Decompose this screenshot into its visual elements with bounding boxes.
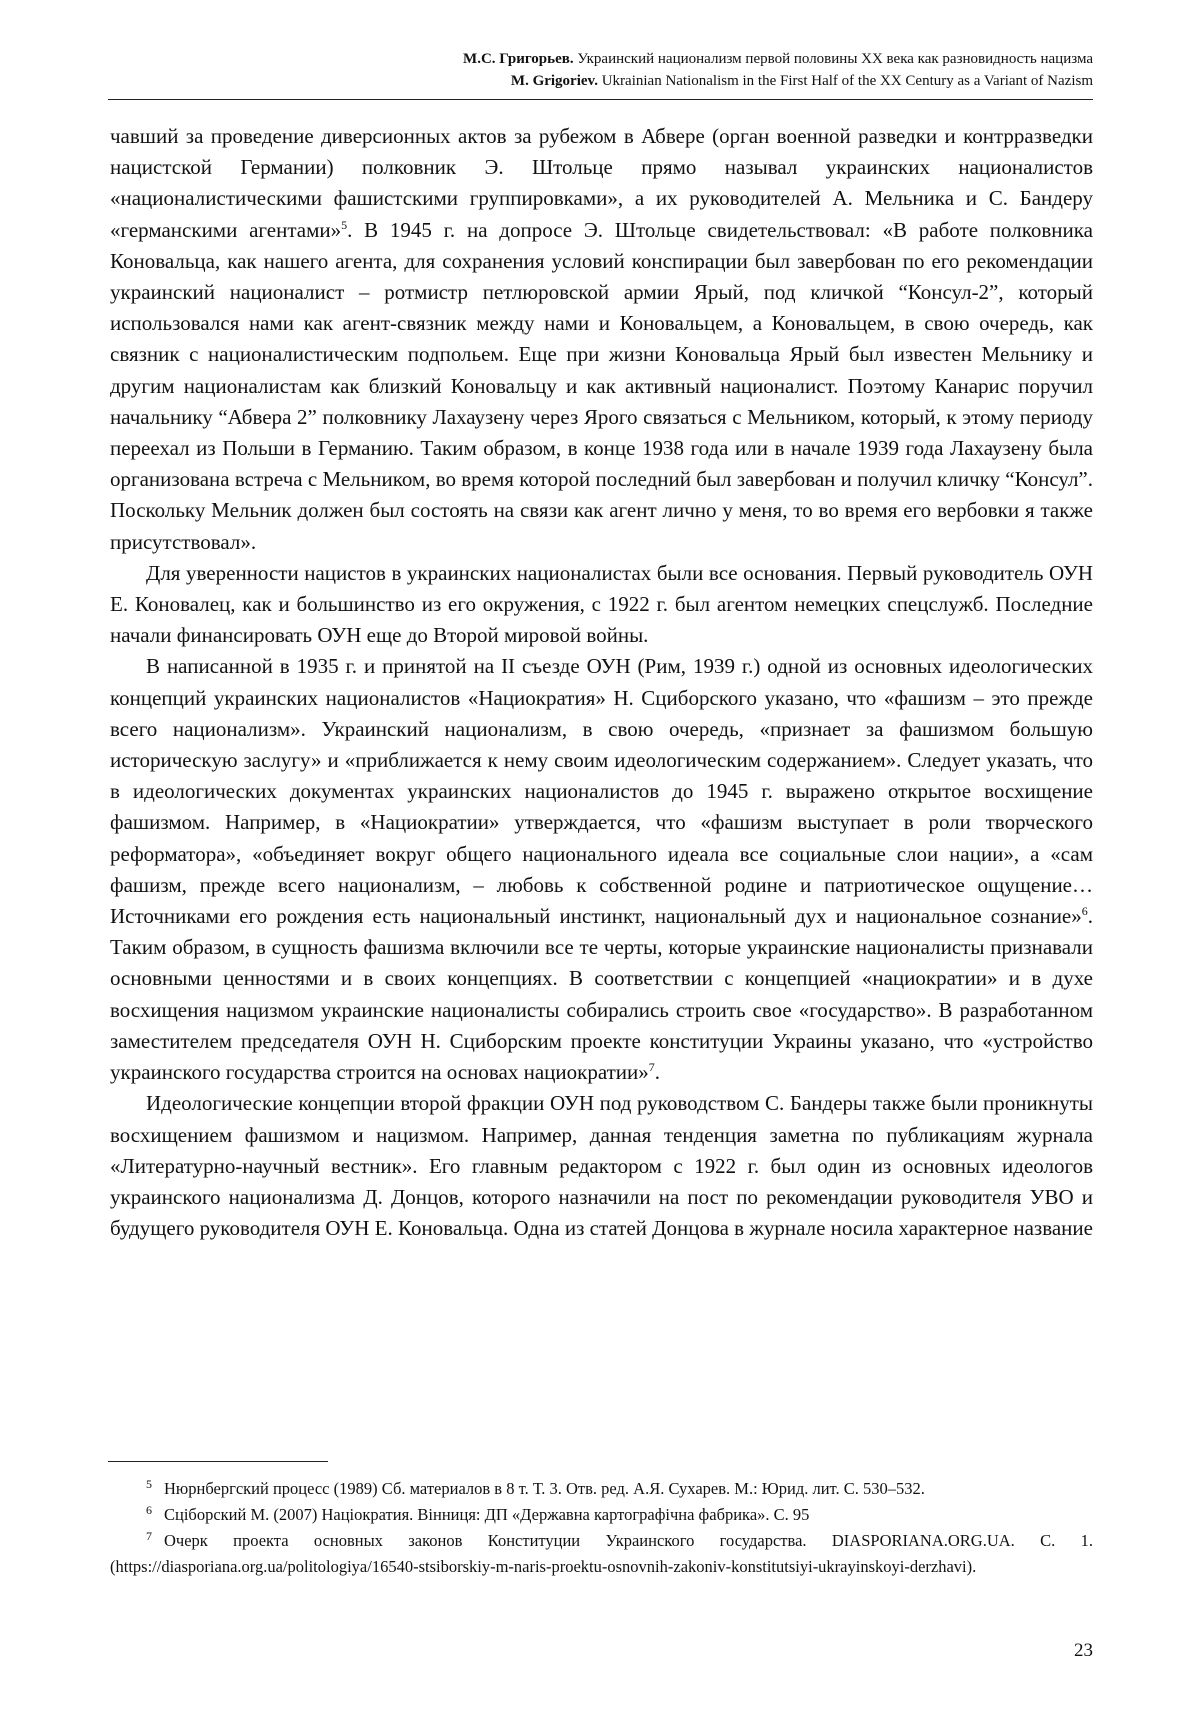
footnote-number: 6 xyxy=(146,1502,152,1517)
paragraph-1: чавший за проведение диверсионных актов за рубежом в Абвере (орган военной разведки и контрразведки нацистской Германии) полковник Э. Штольце прямо называл украинских националистов «националистическими фашистскими группировками», а их руководителей А. Мельника и С. Бандеру «германскими агентами»$^5$. В 1945 г. на допросе Э. Штольце свидетельствовал: «В работе полковника Коновальца, как нашего агента, для сохранения условий конспирации был завербован по его рекомендации украинский националист – ротмистр петлюровской армии Ярый, под кличкой “Консул-2”, который использовался нами как агент-связник между нами и Коновальцем, а Коновальцем, в свою очередь, как связник с националистическим подпольем. Еще при жизни Коновальца Ярый был известен Мельнику и другим националистам как близкий Коновальцу и как активный националист. Поэтому Канарис поручил начальнику “Абвера 2” полковнику Лахаузену через Ярого связаться с Мельником, который, к этому периоду переехал из Польши в Германию. Таким образом, в конце 1938 года или в начале 1939 года Лахаузену была организована встреча с Мельником, во время которой последний был завербован и получил кличку “Консул”. Поскольку Мельник должен был состоять на связи как агент лично у меня, то во время его вербовки я также присутствовал». xyxy=(110,124,1093,554)
paragraph-3: В написанной в 1935 г. и принятой на II съезде ОУН (Рим, 1939 г.) одной из основных идеологических концепций украинских националистов «Нациократия» Н. Сциборского указано, что «фашизм – это прежде всего национализм». Украинский национализм, в свою очередь, «признает за фашизмом большую историческую заслугу» и «приближается к нему своим идеологическим содержанием». Следует указать, что в идеологических документах украинских националистов до 1945 г. выражено открытое восхищение фашизмом. Например, в «Нациократии» утверждается, что «фашизм выступает в роли творческого реформатора», «объединяет вокруг общего национального идеала все социальные слои нации», а «сам фашизм, прежде всего национализм, – любовь к собственной родине и патриотическое ощущение… Источниками его рождения есть национальный инстинкт, национальный дух и национальное сознание»$^6$. Таким образом, в сущность фашизма включили все те черты, которые украинские националисты признавали основными ценностями и в своих концепциях. В соответствии с концепцией «нациократии» и в духе восхищения нацизмом украинские националисты собирались строить свое «государство». В разработанном заместителем председателя ОУН Н. Сциборским проекте конституции Украины указано, что «устройство украинского государства строится на основах нациократии»$^7$. xyxy=(110,654,1093,1085)
header-en-author: M. Grigoriev. xyxy=(510,73,598,89)
footnote-ref-5[interactable]: 5 xyxy=(341,217,348,232)
body-text xyxy=(110,121,1093,1244)
footnote-ref-6[interactable]: 6 xyxy=(1081,904,1088,919)
header-en-title: Ukrainian Nationalism in the First Half of the XX Century as a Variant of Nazism xyxy=(597,73,1093,89)
footnote-number: 7 xyxy=(146,1528,152,1543)
footnote-text: Сціборский М. (2007) Націократия. Вінниця: ДП «Державна картографічна фабрика». С. 95 xyxy=(164,1505,810,1524)
footnote-7 xyxy=(110,1528,1093,1580)
header-ru-line xyxy=(108,48,1093,70)
running-header xyxy=(108,48,1093,92)
header-divider xyxy=(108,99,1093,100)
footnote-5 xyxy=(110,1476,1093,1502)
header-ru-title: Украинский национализм первой половины XX века как разновидность нацизма xyxy=(573,51,1093,67)
footnote-text: Нюрнбергский процесс (1989) Сб. материалов в 8 т. Т. 3. Отв. ред. А.Я. Сухарев. М.: Юрид. лит. С. 530–532. xyxy=(164,1479,925,1498)
page-number: 23 xyxy=(1074,1640,1093,1661)
footnote-divider xyxy=(108,1461,328,1462)
footnote-ref-7[interactable]: 7 xyxy=(648,1060,655,1075)
paragraph-4: Идеологические концепции второй фракции ОУН под руководством С. Бандеры также были проникнуты восхищением фашизмом и нацизмом. Например, данная тенденция заметна по публикациям журнала «Литературно-научный вестник». Его главным редактором с 1922 г. был один из основных идеологов украинского национализма Д. Донцов, которого назначили на пост по рекомендации руководителя УВО и будущего руководителя ОУН Е. Коновальца. Одна из статей Донцова в журнале носила характерное название xyxy=(110,1091,1093,1241)
footnote-6 xyxy=(110,1502,1093,1528)
footnotes xyxy=(110,1476,1093,1580)
header-en-line xyxy=(108,70,1093,92)
paragraph-2: Для уверенности нацистов в украинских националистах были все основания. Первый руководитель ОУН Е. Коновалец, как и большинство из его окружения, с 1922 г. был агентом немецких спецслужб. Последние начали финансировать ОУН еще до Второй мировой войны. xyxy=(110,560,1093,648)
header-ru-author: М.С. Григорьев. xyxy=(463,51,574,67)
footnote-number: 5 xyxy=(146,1476,152,1491)
footnote-text: Очерк проекта основных законов Конституции Украинского государства. DIASPORIANA.ORG.UA. С. 1. (https://diasporiana.org.ua/politologiya/16540-stsiborskiy-m-naris-proektu-osnovnih-zakoniv-konstitutsiyi-ukrayinskoyi-derzhavi). xyxy=(110,1531,1093,1576)
